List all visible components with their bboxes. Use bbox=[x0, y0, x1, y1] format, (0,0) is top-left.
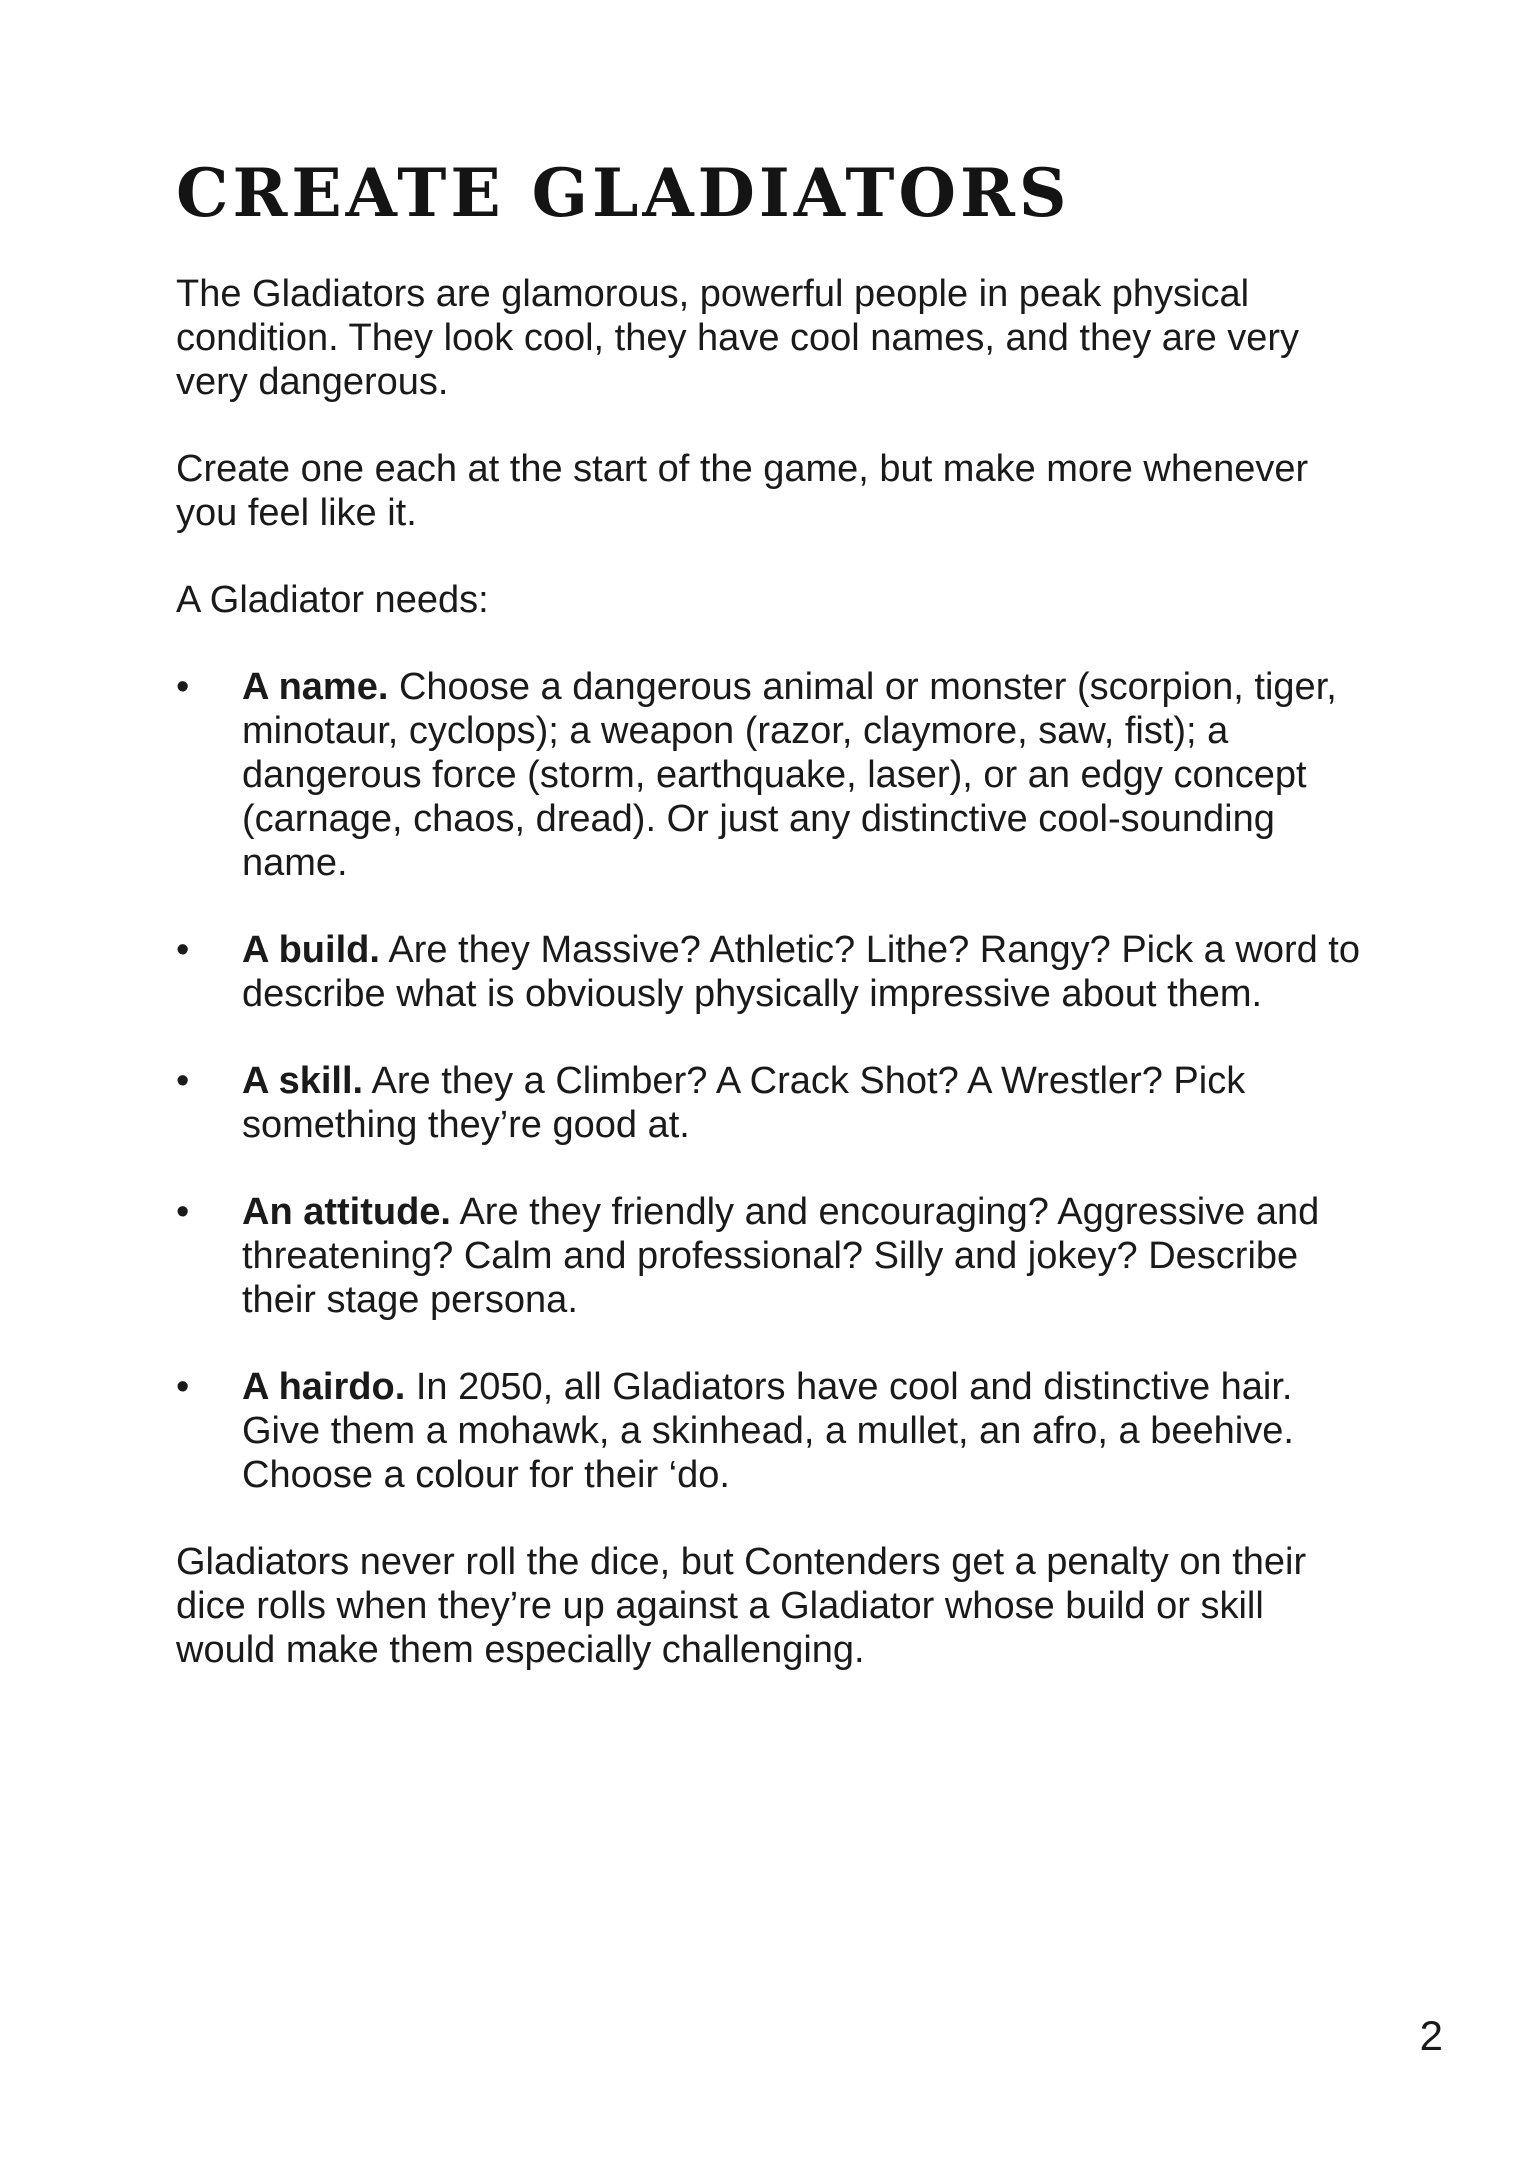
body-content bbox=[176, 272, 1366, 1715]
gladiator-needs-list bbox=[176, 665, 1366, 1497]
list-item-build bbox=[176, 928, 1366, 1016]
list-item-text: Are they a Climber? A Crack Shot? A Wrestler? Pick something they’re good at. bbox=[242, 1060, 1246, 1146]
bullet-icon: • bbox=[176, 1191, 190, 1233]
page-title: CREATE GLADIATORS bbox=[176, 154, 1071, 232]
creation-paragraph: Create one each at the start of the game, but make more whenever you feel like it. bbox=[176, 448, 1309, 534]
list-item-text: Are they friendly and encouraging? Aggressive and threatening? Calm and professional? Silly and jokey? Describe their stage persona. bbox=[242, 1191, 1320, 1321]
bullet-icon: • bbox=[176, 666, 190, 708]
list-item-hairdo bbox=[176, 1365, 1366, 1497]
list-item-term: A skill. bbox=[242, 1060, 364, 1102]
bullet-icon: • bbox=[176, 1060, 190, 1102]
list-item-attitude bbox=[176, 1190, 1366, 1322]
list-item-term: A name. bbox=[242, 666, 389, 708]
closing-paragraph: Gladiators never roll the dice, but Contenders get a penalty on their dice rolls when they’re up against a Gladiator whose build or skill would make them especially challenging. bbox=[176, 1541, 1307, 1671]
list-item-term: A hairdo. bbox=[242, 1366, 406, 1408]
list-item-term: A build. bbox=[242, 929, 380, 971]
list-item-text: In 2050, all Gladiators have cool and distinctive hair. Give them a mohawk, a skinhead, a mullet, an afro, a beehive. Choose a colour for their ‘do. bbox=[242, 1366, 1294, 1496]
page-number: 2 bbox=[1419, 2012, 1443, 2059]
needs-paragraph: A Gladiator needs: bbox=[176, 579, 489, 621]
list-item-term: An attitude. bbox=[242, 1191, 451, 1233]
intro-paragraph: The Gladiators are glamorous, powerful people in peak physical condition. They look cool, they have cool names, and they are very very dangerous. bbox=[176, 273, 1300, 403]
list-item-text: Are they Massive? Athletic? Lithe? Rangy? Pick a word to describe what is obviously physically impressive about them. bbox=[242, 929, 1360, 1015]
bullet-icon: • bbox=[176, 1366, 190, 1408]
list-item-name bbox=[176, 665, 1366, 885]
list-item-text: Choose a dangerous animal or monster (scorpion, tiger, minotaur, cyclops); a weapon (razor, claymore, saw, fist); a dangerous force (storm, earthquake, laser), or an edgy concept (carnage, chaos, dread). Or just any distinctive cool-sounding name. bbox=[242, 666, 1337, 884]
bullet-icon: • bbox=[176, 929, 190, 971]
list-item-skill bbox=[176, 1059, 1366, 1147]
